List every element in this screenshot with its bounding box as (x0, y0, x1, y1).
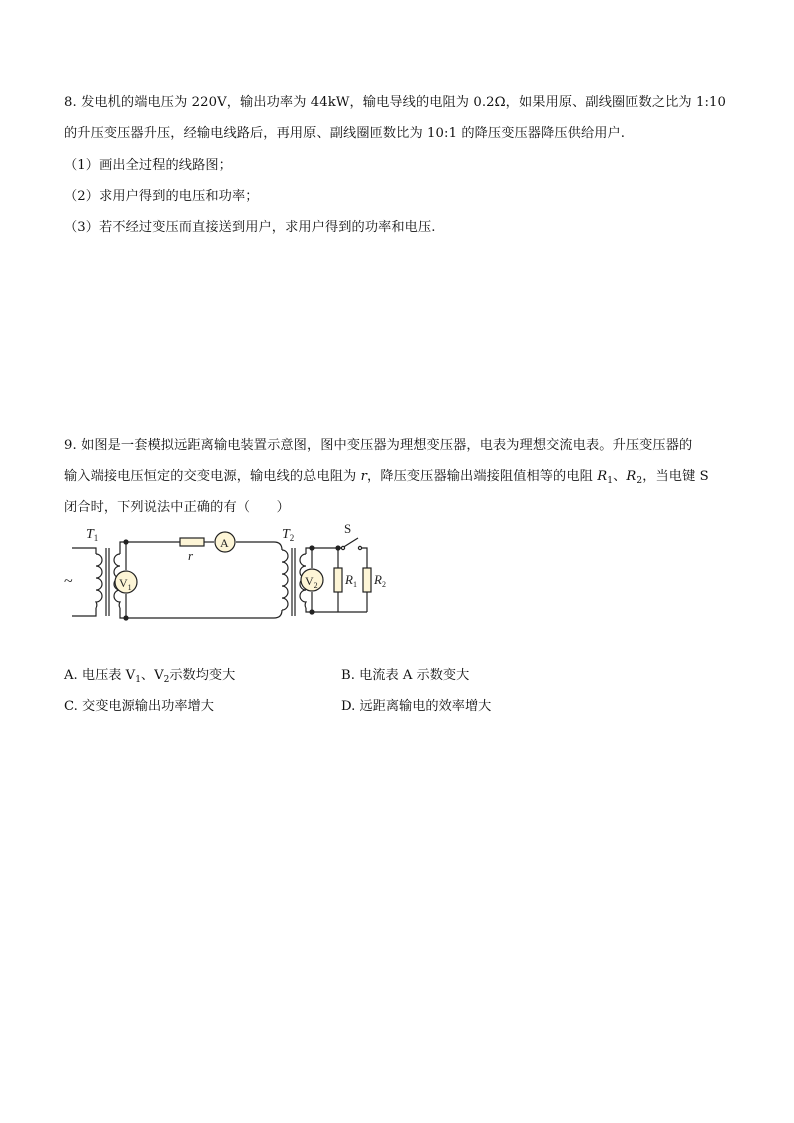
q9-var-R2: R (626, 469, 637, 484)
t1-core (106, 548, 109, 616)
ammeter-a-label: A (220, 536, 229, 550)
q8-line-2: 的升压变压器升压，经输电线路后，再用原、副线圈匝数比为 10:1 的降压变压器降压供给用户. (64, 126, 626, 141)
q8-part-1: （1）画出全过程的线路图； (64, 158, 232, 173)
q9-line-2-c: ，当电键 S (642, 469, 709, 484)
t1-primary-top-wire (72, 548, 96, 554)
q9-line-3: 闭合时，下列说法中正确的有（ ） (64, 500, 290, 515)
q8-line-1: 8. 发电机的端电压为 220V，输出功率为 44kW，输电导线的电阻为 0.2Ω，如果用原、副线圈匝数之比为 1:10 (64, 95, 727, 110)
q9-line-1: 9. 如图是一套模拟远距离输电装置示意图，图中变压器为理想变压器，电表为理想交流电表。升压变压器的 (64, 438, 693, 453)
ac-source-symbol: ~ (64, 573, 73, 590)
switch-s-pivot (341, 546, 344, 549)
line-top-right (236, 542, 282, 550)
line-resistor-r (180, 538, 204, 546)
label-T2: $T_2$ (282, 527, 295, 543)
q9-sep: 、 (613, 469, 627, 484)
q9-option-c: C. 交变电源输出功率增大 (64, 699, 214, 714)
q9-line-2-b: ，降压变压器输出端接阻值相等的电阻 (367, 469, 598, 484)
q8-part-3: （3）若不经过变压而直接送到用户，求用户得到的功率和电压. (64, 220, 436, 235)
q9-option-a: A. 电压表 $V_1$、$V_2$示数均变大 (64, 668, 236, 685)
t1-primary-bottom-wire (72, 608, 96, 616)
q8-part-2: （2）求用户得到的电压和功率； (64, 189, 259, 204)
resistor-r1 (334, 568, 342, 592)
resistor-r2 (363, 568, 371, 592)
t1-primary-coil (96, 554, 102, 608)
q9-var-r: r (360, 469, 368, 484)
q9-var-R1: R (597, 469, 608, 484)
line-bottom (126, 610, 282, 618)
resistor-r2-label: $R_2$ (374, 572, 386, 589)
t2-primary-coil (282, 550, 288, 610)
voltmeter-v1-label: $V_1$ (119, 576, 132, 592)
switch-s (338, 538, 358, 548)
switch-s-label: S (344, 521, 352, 536)
voltmeter-v2-label: $V_2$ (305, 574, 318, 590)
q9-sub-1: 1 (607, 476, 614, 486)
circuit-diagram (62, 520, 402, 630)
q9-sub-2: 2 (636, 476, 643, 486)
label-T1: $T_1$ (86, 527, 99, 543)
resistor-r1-label: $R_1$ (345, 572, 357, 589)
q9-line-2 (64, 467, 709, 491)
q9-option-b: B. 电流表 A 示数变大 (341, 668, 470, 683)
q9-line-2-a: 输入端接电压恒定的交变电源，输电线的总电阻为 (64, 469, 361, 484)
switch-s-contact (358, 546, 361, 549)
q9-option-d: D. 远距离输电的效率增大 (341, 699, 492, 714)
resistor-r-label: r (188, 548, 194, 563)
t2-core (292, 548, 295, 616)
